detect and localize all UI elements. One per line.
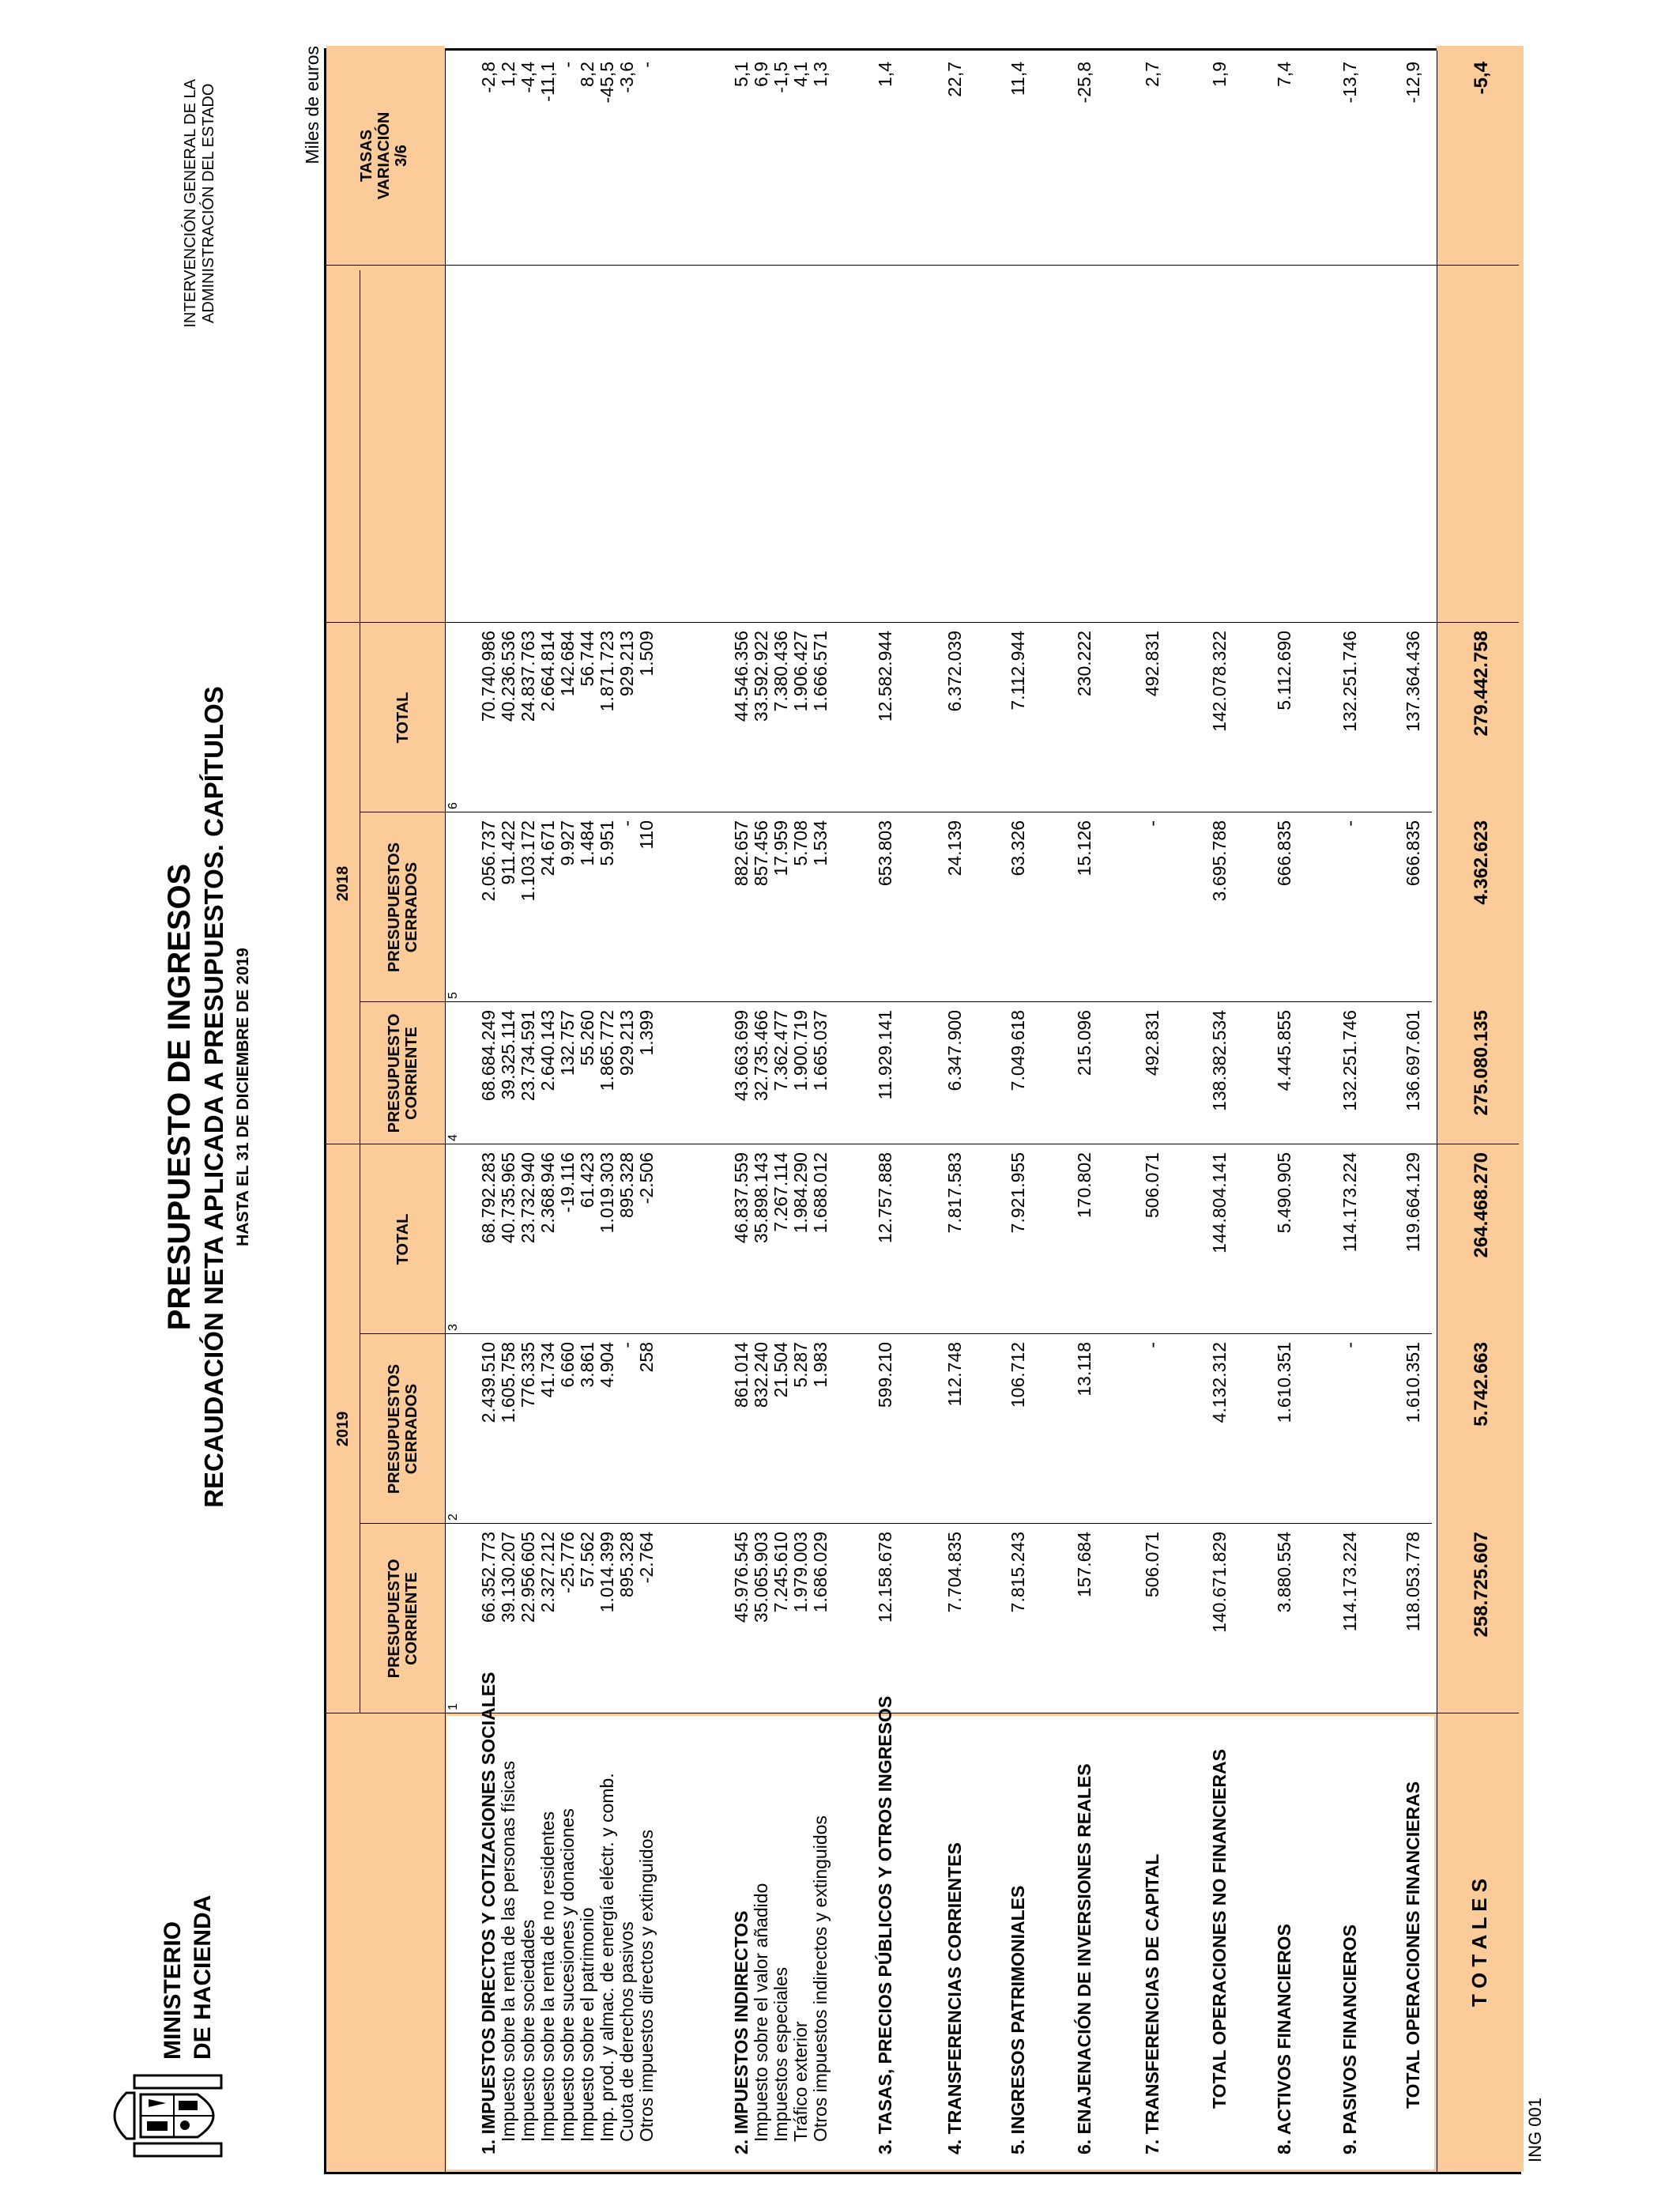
table-cell: 653.803: [875, 820, 895, 887]
table-cell: 132.757: [557, 1010, 578, 1076]
ministry-line-1: MINISTERIO: [160, 1921, 186, 2060]
totals-cell: 264.468.270: [1471, 1152, 1492, 1258]
table-cell: 861.014: [731, 1342, 751, 1408]
row-label: 7. TRANSFERENCIAS DE CAPITAL: [1142, 1853, 1162, 2154]
table-cell: 1.871.723: [597, 631, 617, 712]
table-cell: 157.684: [1074, 1532, 1094, 1598]
table-cell: 1.484: [577, 820, 597, 866]
table-cell: 5.708: [790, 820, 811, 866]
table-cell: 142.078.322: [1209, 631, 1230, 732]
table-cell: 13.118: [1074, 1342, 1094, 1397]
table-cell: 5,1: [731, 62, 751, 87]
row-label: Otros impuestos indirectos y extinguidos: [810, 1815, 831, 2142]
table-cell: 1.610.351: [1274, 1342, 1294, 1423]
table-cell: 35.065.903: [751, 1532, 771, 1623]
table-cell: 11,4: [1008, 62, 1028, 96]
row-label: Impuesto sobre la renta de no residentes: [537, 1811, 558, 2142]
table-cell: 118.053.778: [1403, 1532, 1423, 1632]
row-label: 6. ENAJENACIÓN DE INVERSIONES REALES: [1074, 1763, 1094, 2154]
row-label: Imp. prod. y almac. de energía eléctr. y comb.: [597, 1773, 617, 2142]
table-cell: 1.979.003: [790, 1532, 811, 1613]
col-number: 3: [446, 1324, 460, 1331]
totals-cell: 275.080.135: [1471, 1010, 1492, 1116]
table-cell: -2.764: [636, 1532, 657, 1584]
table-cell: 22,7: [944, 62, 965, 97]
table-cell: 911.422: [498, 820, 518, 885]
table-cell: 1.906.427: [790, 631, 811, 712]
row-label: 2. IMPUESTOS INDIRECTOS: [731, 1910, 751, 2154]
col-2019-current: PRESUPUESTO CORRIENTE: [386, 1559, 420, 1679]
table-cell: 132.251.746: [1339, 1010, 1360, 1111]
table-cell: 61.423: [577, 1152, 597, 1208]
table-cell: 45.976.545: [731, 1532, 751, 1623]
table-cell: 882.657: [731, 820, 751, 887]
col-2018-closed: PRESUPUESTOS CERRADOS: [386, 842, 420, 973]
col-number: 6: [446, 802, 460, 809]
table-cell: -25,8: [1074, 62, 1094, 104]
table-cell: 7.380.436: [770, 631, 791, 712]
org-line-1: INTERVENCIÓN GENERAL DE LA: [182, 79, 199, 328]
table-cell: -45,5: [597, 62, 617, 104]
col-2018-current: PRESUPUESTO CORRIENTE: [386, 1013, 420, 1133]
row-label: Otros impuestos directos y extinguidos: [636, 1829, 657, 2142]
table-cell: 1.984.290: [790, 1152, 811, 1234]
table-cell: 666.835: [1274, 820, 1294, 887]
table-cell: 258: [636, 1342, 657, 1373]
table-cell: 106.712: [1008, 1342, 1028, 1408]
budget-table: [324, 48, 1521, 2174]
table-cell: 7.267.114: [770, 1152, 791, 1232]
table-cell: 119.664.129: [1403, 1152, 1423, 1253]
table-cell: 230.222: [1074, 631, 1094, 697]
row-label: 8. ACTIVOS FINANCIEROS: [1274, 1924, 1294, 2154]
table-cell: 1.665.037: [810, 1010, 831, 1091]
table-cell: 1,2: [498, 62, 518, 87]
table-cell: 5.951: [597, 820, 617, 866]
table-cell: 4.132.312: [1209, 1342, 1230, 1423]
table-cell: 1.686.029: [810, 1532, 831, 1613]
table-cell: 7.362.477: [770, 1010, 791, 1091]
table-cell: 776.335: [518, 1342, 538, 1408]
table-cell: 3.695.788: [1209, 820, 1230, 902]
col-rate: TASAS VARIACIÓN 3/6: [358, 111, 410, 200]
table-cell: -19.116: [557, 1152, 578, 1213]
table-cell: -: [557, 62, 578, 68]
table-cell: 40.236.536: [498, 631, 518, 722]
year-2019-header: 2019: [334, 1411, 352, 1447]
table-cell: -: [1142, 1342, 1162, 1348]
table-cell: 1.900.719: [790, 1010, 811, 1091]
table-cell: 895.328: [616, 1152, 637, 1219]
table-cell: 1.605.758: [498, 1342, 518, 1423]
table-cell: 112.748: [944, 1342, 965, 1407]
year-2018-header: 2018: [334, 865, 352, 902]
totals-cell: 258.725.607: [1471, 1532, 1492, 1638]
table-cell: 6.372.039: [944, 631, 965, 712]
row-label: 5. INGRESOS PATRIMONIALES: [1008, 1885, 1028, 2154]
table-cell: 11.929.141: [875, 1010, 895, 1100]
table-cell: -25.776: [557, 1532, 578, 1594]
table-cell: 492.831: [1142, 1010, 1162, 1076]
col-2018-total: TOTAL: [394, 692, 412, 744]
table-cell: 142.684: [557, 631, 578, 697]
table-cell: -2.506: [636, 1152, 657, 1204]
table-cell: 506.071: [1142, 1532, 1162, 1598]
ministry-line-2: DE HACIENDA: [190, 1894, 216, 2060]
table-cell: 929.213: [616, 1010, 637, 1076]
table-cell: 3.880.554: [1274, 1532, 1294, 1613]
table-cell: 7.921.955: [1008, 1152, 1028, 1234]
table-cell: 1.019.303: [597, 1152, 617, 1234]
table-cell: 7.049.618: [1008, 1010, 1028, 1091]
page-title: PRESUPUESTO DE INGRESOS: [162, 863, 197, 1331]
totals-cell: -5,4: [1471, 62, 1492, 95]
table-cell: 2.640.143: [537, 1010, 558, 1091]
table-cell: 7.245.610: [770, 1532, 791, 1613]
table-cell: 32.735.466: [751, 1010, 771, 1102]
table-cell: 3.861: [577, 1342, 597, 1388]
table-cell: 56.744: [577, 631, 597, 687]
page-subtitle: RECAUDACIÓN NETA APLICADA A PRESUPUESTOS. CAPÍTULOS: [199, 686, 228, 1508]
col-number: 1: [446, 1703, 460, 1710]
col-number: 5: [446, 992, 460, 999]
table-cell: 110: [636, 820, 657, 850]
org-line-2: ADMINISTRACIÓN DEL ESTADO: [200, 83, 217, 323]
table-cell: 12.757.888: [875, 1152, 895, 1244]
totals-label: T O T A L E S: [1467, 1878, 1491, 2007]
table-cell: 929.213: [616, 631, 637, 697]
row-label: TOTAL OPERACIONES NO FINANCIERAS: [1209, 1749, 1230, 2109]
table-cell: 1.103.172: [518, 820, 538, 902]
table-cell: 895.328: [616, 1532, 637, 1598]
table-cell: 5.490.905: [1274, 1152, 1294, 1234]
table-cell: 24.671: [537, 820, 558, 876]
col-2019-total: TOTAL: [394, 1213, 412, 1265]
totals-cell: 5.742.663: [1471, 1342, 1492, 1427]
table-cell: 70.740.986: [478, 631, 499, 722]
table-cell: 1.014.399: [597, 1532, 617, 1613]
table-cell: 114.173.224: [1339, 1532, 1360, 1632]
table-cell: 46.837.559: [731, 1152, 751, 1244]
table-cell: 144.804.141: [1209, 1152, 1230, 1253]
table-cell: -: [1339, 1342, 1360, 1348]
table-cell: 4.445.855: [1274, 1010, 1294, 1091]
footer-code: ING 001: [1525, 2098, 1545, 2162]
table-cell: 170.802: [1074, 1152, 1094, 1219]
table-cell: 1,4: [875, 62, 895, 87]
table-cell: 138.382.534: [1209, 1010, 1230, 1111]
table-cell: 1.534: [810, 820, 831, 866]
table-cell: 5.287: [790, 1342, 811, 1388]
table-cell: 4,1: [790, 62, 811, 87]
row-label: Impuesto sobre sociedades: [518, 1919, 538, 2142]
table-cell: 1.865.772: [597, 1010, 617, 1091]
table-cell: -1,5: [770, 62, 791, 93]
table-cell: -: [1339, 820, 1360, 827]
totals-cell: 279.442.758: [1471, 631, 1492, 737]
table-cell: 15.126: [1074, 820, 1094, 876]
table-cell: 9.927: [557, 820, 578, 866]
row-label: TOTAL OPERACIONES FINANCIERAS: [1403, 1781, 1423, 2109]
row-label: Tráfico exterior: [790, 2021, 811, 2142]
table-cell: 55.260: [577, 1010, 597, 1066]
table-cell: 140.671.829: [1209, 1532, 1230, 1633]
row-label: 9. PASIVOS FINANCIEROS: [1339, 1924, 1360, 2154]
table-cell: 2.368.946: [537, 1152, 558, 1234]
table-cell: -: [616, 1342, 637, 1348]
table-cell: 2.327.212: [537, 1532, 558, 1613]
table-cell: 8,2: [577, 62, 597, 87]
table-cell: 1.610.351: [1403, 1342, 1423, 1423]
table-cell: -4,4: [518, 62, 538, 93]
table-cell: -12,9: [1403, 62, 1423, 104]
totals-cell: 4.362.623: [1471, 820, 1492, 905]
row-label: 3. TASAS, PRECIOS PÚBLICOS Y OTROS INGRESOS: [875, 1695, 895, 2154]
table-cell: 7.112.944: [1008, 631, 1028, 711]
table-cell: 1,9: [1209, 62, 1230, 87]
units-label: Miles de euros: [302, 46, 322, 164]
table-cell: 21.504: [770, 1342, 791, 1398]
table-cell: 17.959: [770, 820, 791, 876]
table-cell: 1.983: [810, 1342, 831, 1388]
table-cell: -: [616, 820, 637, 827]
table-cell: 2.056.737: [478, 820, 499, 902]
table-cell: 41.734: [537, 1342, 558, 1398]
table-cell: 7.817.583: [944, 1152, 965, 1234]
table-cell: 7,4: [1274, 62, 1294, 87]
table-cell: 44.546.356: [731, 631, 751, 722]
table-cell: 22.956.605: [518, 1532, 538, 1623]
row-label: Impuesto sobre sucesiones y donaciones: [557, 1808, 578, 2142]
row-label: Impuesto sobre el valor añadido: [751, 1883, 771, 2142]
table-cell: 6.660: [557, 1342, 578, 1388]
table-cell: 40.735.965: [498, 1152, 518, 1244]
table-cell: 24.139: [944, 820, 965, 876]
table-cell: 132.251.746: [1339, 631, 1360, 732]
table-cell: 33.592.922: [751, 631, 771, 722]
table-cell: 5.112.690: [1274, 631, 1294, 711]
col-number: 4: [446, 1134, 460, 1141]
table-cell: 39.130.207: [498, 1532, 518, 1623]
row-label: 4. TRANSFERENCIAS CORRIENTES: [944, 1842, 965, 2154]
table-cell: 832.240: [751, 1342, 771, 1408]
row-label: Impuesto sobre el patrimonio: [577, 1907, 597, 2142]
table-cell: 4.904: [597, 1342, 617, 1388]
table-cell: 39.325.114: [498, 1010, 518, 1100]
table-cell: 23.732.940: [518, 1152, 538, 1244]
table-cell: -11,1: [537, 62, 558, 102]
row-label: Cuota de derechos pasivos: [616, 1921, 637, 2142]
table-cell: 7.815.243: [1008, 1532, 1028, 1613]
table-cell: 24.837.763: [518, 631, 538, 722]
col-number: 2: [446, 1514, 460, 1521]
period-label: HASTA EL 31 DE DICIEMBRE DE 2019: [234, 948, 252, 1246]
table-cell: 136.697.601: [1403, 1010, 1423, 1111]
table-cell: 2,7: [1142, 62, 1162, 87]
table-cell: -13,7: [1339, 62, 1360, 104]
table-cell: 2.664.814: [537, 631, 558, 712]
table-cell: 1.509: [636, 631, 657, 677]
table-cell: 506.071: [1142, 1152, 1162, 1219]
table-cell: 7.704.835: [944, 1532, 965, 1613]
table-cell: -: [636, 62, 657, 68]
table-cell: 857.456: [751, 820, 771, 887]
table-cell: 57.562: [577, 1532, 597, 1588]
row-label: Impuestos especiales: [770, 1966, 791, 2142]
table-cell: 68.684.249: [478, 1010, 499, 1102]
table-cell: 599.210: [875, 1342, 895, 1408]
table-cell: 66.352.773: [478, 1532, 499, 1623]
table-cell: 23.734.591: [518, 1010, 538, 1102]
table-cell: 68.792.283: [478, 1152, 499, 1244]
table-cell: 6.347.900: [944, 1010, 965, 1091]
row-label: Impuesto sobre la renta de las personas físicas: [498, 1761, 518, 2142]
organization-heading: [182, 79, 218, 328]
table-cell: 35.898.143: [751, 1152, 771, 1244]
table-cell: 1.688.012: [810, 1152, 831, 1234]
table-cell: 114.173.224: [1339, 1152, 1360, 1253]
table-cell: 12.582.944: [875, 631, 895, 722]
table-cell: 215.096: [1074, 1010, 1094, 1076]
row-label: 1. IMPUESTOS DIRECTOS Y COTIZACIONES SOCIALES: [478, 1672, 499, 2154]
table-cell: -3,6: [616, 62, 637, 93]
table-cell: 1,3: [810, 62, 831, 87]
table-cell: -: [1142, 820, 1162, 827]
table-cell: 666.835: [1403, 820, 1423, 887]
table-cell: 43.663.699: [731, 1010, 751, 1102]
col-2019-closed: PRESUPUESTOS CERRADOS: [386, 1363, 420, 1495]
table-cell: 63.326: [1008, 820, 1028, 876]
table-cell: 1.399: [636, 1010, 657, 1056]
table-cell: 6,9: [751, 62, 771, 87]
table-cell: -2,8: [478, 62, 499, 93]
table-cell: 1.666.571: [810, 631, 831, 712]
table-cell: 137.364.436: [1403, 631, 1423, 732]
table-cell: 12.158.678: [875, 1532, 895, 1623]
table-cell: 492.831: [1142, 631, 1162, 697]
table-cell: 2.439.510: [478, 1342, 499, 1423]
